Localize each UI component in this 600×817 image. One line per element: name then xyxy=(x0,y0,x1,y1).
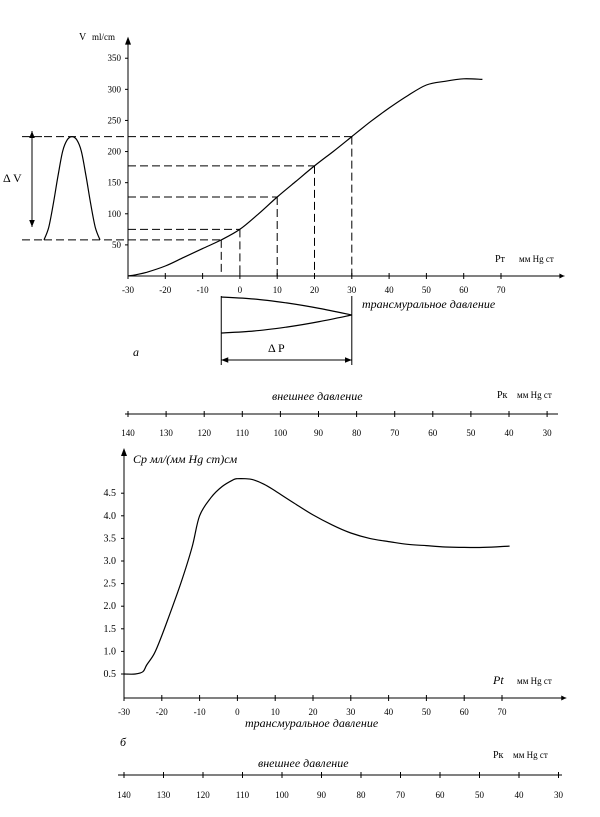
y-tick-label: 100 xyxy=(107,208,121,219)
x-tick-label: 0 xyxy=(237,285,243,295)
outer-scale-caption: внешнее давление xyxy=(258,756,349,770)
y-axis-unit: ml/cm xyxy=(92,32,115,42)
outer-tick-label: 130 xyxy=(159,428,173,438)
compliance-chart xyxy=(104,448,567,800)
outer-pressure-scale xyxy=(121,389,558,438)
x-tick-label: -30 xyxy=(118,707,130,717)
x-tick-label: -20 xyxy=(155,707,168,717)
delta-v-label: Δ V xyxy=(3,171,22,185)
panel-label: а xyxy=(133,345,139,359)
x-axis-symbol: Pт xyxy=(495,254,505,265)
x-tick-label: 30 xyxy=(347,285,357,295)
y-axis-label: Ср мл/(мм Hg ст)см xyxy=(133,452,238,466)
x-tick-label: 40 xyxy=(384,707,394,717)
x-tick-label: 0 xyxy=(235,707,240,717)
volume-pressure-chart xyxy=(3,32,564,438)
outer-scale-unit: мм Hg ст xyxy=(513,750,548,760)
x-tick-label: -20 xyxy=(159,285,172,295)
delta-p-label: Δ P xyxy=(268,341,285,355)
outer-tick-label: 40 xyxy=(514,790,524,800)
x-tick-label: 10 xyxy=(272,285,282,295)
x-axis-unit: мм Hg ст xyxy=(517,676,552,686)
x-tick-label: 70 xyxy=(497,707,507,717)
y-tick-label: 50 xyxy=(112,239,121,250)
y-tick-label: 200 xyxy=(107,146,121,157)
y-axis-arrow xyxy=(125,37,131,45)
x-tick-label: -10 xyxy=(193,707,206,717)
y-tick-label: 250 xyxy=(107,115,121,126)
outer-tick-label: 130 xyxy=(156,790,171,800)
panel-label: б xyxy=(120,735,127,749)
x-tick-label: -10 xyxy=(196,285,209,295)
outer-tick-label: 140 xyxy=(117,790,131,800)
y-ticks xyxy=(104,488,125,680)
outer-scale-unit: мм Hg ст xyxy=(517,390,552,400)
outer-tick-label: 40 xyxy=(504,428,514,438)
x-tick-label: -30 xyxy=(122,285,134,295)
outer-scale-ticks xyxy=(121,411,552,438)
outer-scale-symbol: Pк xyxy=(493,750,504,761)
outer-tick-label: 80 xyxy=(352,428,362,438)
x-axis-caption: трансмуральное давление xyxy=(245,716,379,730)
guide-lines xyxy=(22,137,352,276)
y-tick-label: 150 xyxy=(107,177,121,188)
outer-scale-caption: внешнее давление xyxy=(272,389,363,403)
outer-tick-label: 90 xyxy=(317,790,326,800)
x-axis-caption: трансмуральное давление xyxy=(362,297,496,311)
x-tick-label: 20 xyxy=(308,707,318,717)
outer-tick-label: 140 xyxy=(121,428,135,438)
outer-pressure-scale xyxy=(117,750,563,800)
y-tick-label: 2.0 xyxy=(103,601,116,613)
y-tick-label: 2.5 xyxy=(103,578,116,590)
outer-tick-label: 50 xyxy=(466,428,476,438)
x-tick-label: 20 xyxy=(310,285,319,295)
y-tick-label: 3.0 xyxy=(103,556,116,567)
outer-tick-label: 120 xyxy=(196,790,210,800)
outer-tick-label: 120 xyxy=(197,428,211,438)
outer-tick-label: 70 xyxy=(390,428,400,438)
outer-tick-label: 60 xyxy=(435,790,445,800)
volume-curve xyxy=(128,79,482,276)
outer-tick-label: 110 xyxy=(235,428,249,438)
y-tick-label: 1.5 xyxy=(103,623,116,635)
outer-tick-label: 30 xyxy=(542,428,552,438)
outer-tick-label: 80 xyxy=(356,790,366,800)
y-tick-label: 3.5 xyxy=(103,533,116,545)
x-axis-unit: мм Hg ст xyxy=(519,254,554,264)
x-tick-label: 10 xyxy=(270,707,280,717)
outer-tick-label: 30 xyxy=(554,790,563,800)
outer-tick-label: 110 xyxy=(235,790,250,800)
y-tick-label: 4.5 xyxy=(103,488,116,500)
pressure-pulse-curve xyxy=(221,297,351,333)
compliance-curve xyxy=(124,479,510,675)
x-tick-label: 60 xyxy=(459,285,469,295)
y-ticks xyxy=(108,53,129,250)
y-axis-arrow xyxy=(121,448,127,456)
volume-pulse-curve xyxy=(44,137,100,240)
outer-tick-label: 100 xyxy=(273,428,288,438)
y-tick-label: 300 xyxy=(107,84,121,95)
outer-tick-label: 90 xyxy=(314,428,323,438)
outer-scale-symbol: Pк xyxy=(497,390,508,401)
y-tick-label: 0.5 xyxy=(103,669,116,680)
outer-tick-label: 70 xyxy=(396,790,405,800)
x-tick-label: 40 xyxy=(384,285,394,295)
x-axis-symbol: Pt xyxy=(493,673,504,687)
x-tick-label: 30 xyxy=(346,707,356,717)
y-axis-symbol: V xyxy=(79,32,87,43)
outer-tick-label: 100 xyxy=(275,790,289,800)
delta-p-bounds xyxy=(221,296,352,365)
y-tick-label: 1.0 xyxy=(103,646,116,658)
outer-tick-label: 60 xyxy=(428,428,438,438)
outer-tick-label: 50 xyxy=(475,790,484,800)
x-tick-label: 70 xyxy=(496,285,506,295)
x-tick-label: 50 xyxy=(421,285,431,295)
outer-scale-ticks xyxy=(117,772,563,800)
y-tick-label: 4.0 xyxy=(103,510,116,522)
y-tick-label: 350 xyxy=(107,53,121,64)
x-tick-label: 60 xyxy=(459,707,469,717)
x-tick-label: 50 xyxy=(421,707,431,717)
